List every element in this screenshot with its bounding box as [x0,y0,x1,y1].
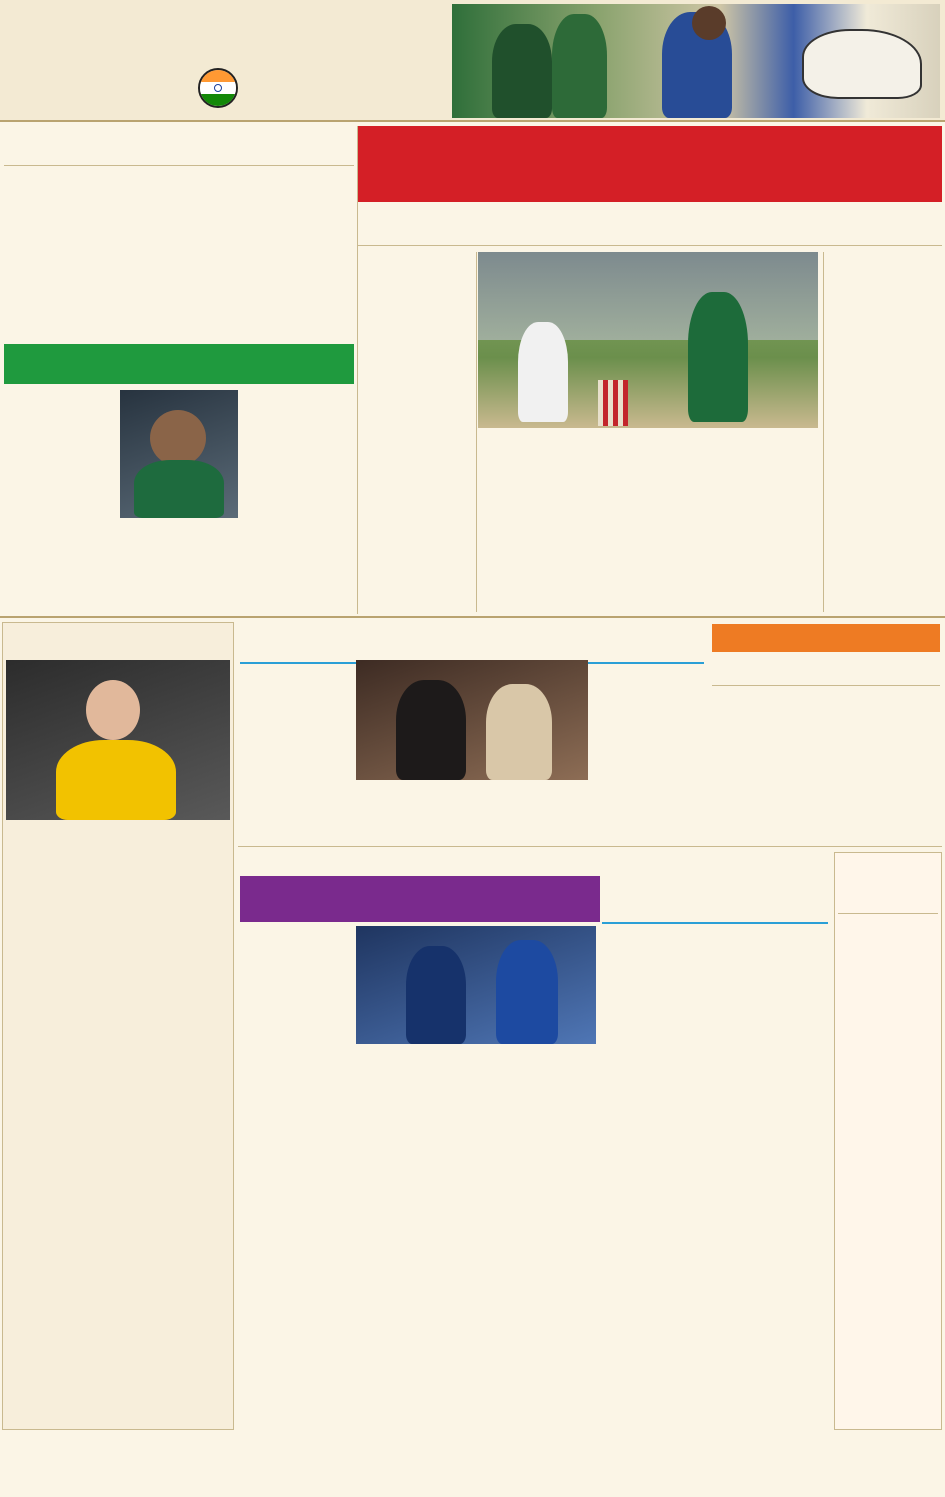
dupreez-kicker [602,854,828,884]
abrar-photo [120,390,238,518]
maharashtra-body [712,690,940,840]
lead-subhead [358,206,942,246]
maharashtra-kicker [712,624,940,652]
abrar-body-col2 [120,522,238,612]
gold-body [4,170,354,336]
rohit-body-col1 [356,1060,596,1430]
masthead [0,0,945,122]
lead-body-col1 [828,252,940,612]
healy-headline [6,626,230,656]
rohit-photo [356,926,596,1044]
ranji-headline [838,884,938,914]
shoaib-body-col1 [592,670,702,842]
rohit-headline [240,876,600,922]
lead-body-col3 [362,252,474,428]
maharashtra-headline [712,656,940,686]
gold-headline [4,128,354,166]
india-flag-ball-icon [198,68,238,108]
ranji-body [838,918,938,1426]
shoaib-headline [240,624,704,664]
lead-headline [358,126,942,202]
healy-photo [6,660,230,820]
dupreez-headline [602,886,828,924]
abrar-body-col3 [4,390,116,612]
shoaib-photo [356,660,588,780]
shoaib-body-col3 [240,670,352,842]
lead-photo [478,252,818,428]
masthead-collage-photo [452,4,940,118]
lead-body-col2 [478,432,818,612]
brand-sports [196,58,240,110]
ranji-kicker [838,856,938,882]
dupreez-body [602,930,828,1430]
healy-body [8,826,228,1426]
abrar-headline [4,344,354,384]
rohit-caption [356,1046,596,1058]
shoaib-body-col2 [356,784,588,842]
abrar-body-col1 [242,390,354,612]
rohit-body-col2 [240,926,352,1430]
